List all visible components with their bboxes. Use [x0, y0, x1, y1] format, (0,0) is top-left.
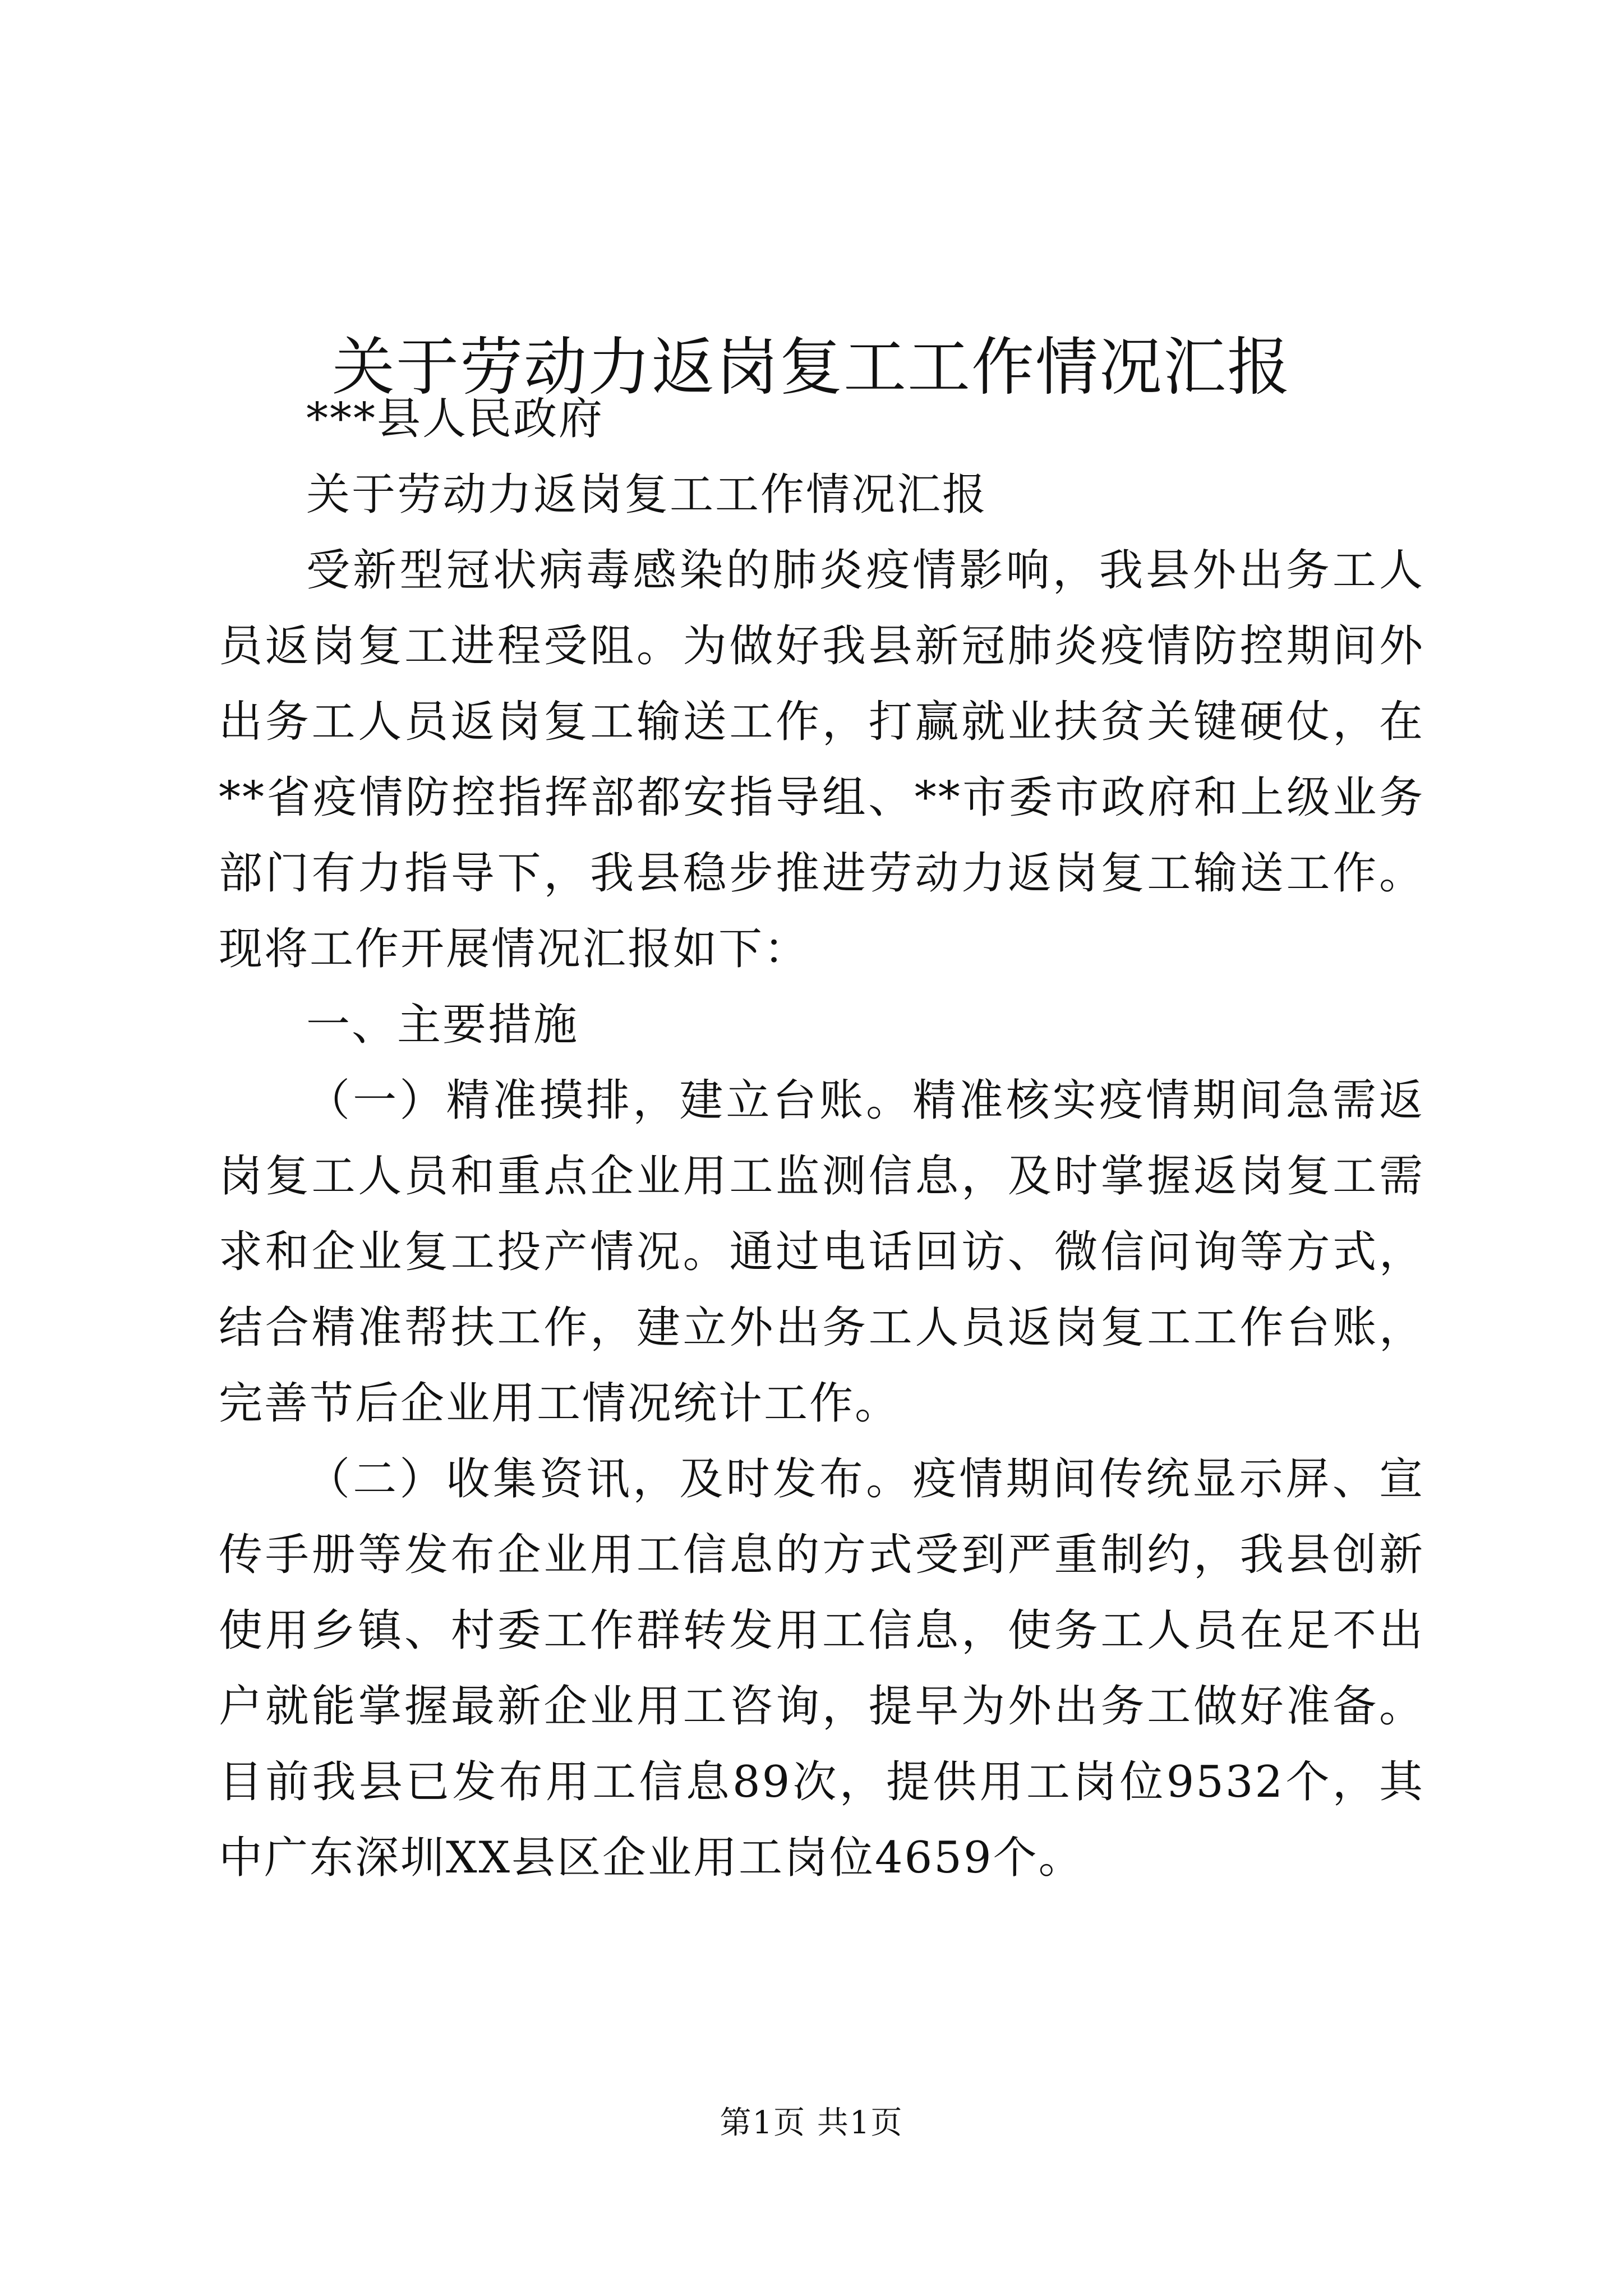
subtitle-line: 关于劳动力返岗复工工作情况汇报	[306, 470, 988, 520]
intro-paragraph: 受新型冠状病毒感染的肺炎疫情影响，我县外出务工人员返岗复工进程受阻。为做好我县新冠肺炎疫情防控期间外出务工人员返岗复工输送工作，打赢就业扶贫关键硬仗，在**省疫情防控指挥部都安指导组、**市委市政府和上级业务部门有力指导下，我县稳步推进劳动力返岗复工输送工作。现将工作开展情况汇报如下：	[219, 545, 1424, 974]
issuer-line: ***县人民政府	[306, 394, 605, 444]
measure-paragraph-2: （二）收集资讯，及时发布。疫情期间传统显示屏、宣传手册等发布企业用工信息的方式受到严重制约，我县创新使用乡镇、村委工作群转发用工信息，使务工人员在足不出户就能掌握最新企业用工咨询，提早为外出务工做好准备。目前我县已发布用工信息89次，提供用工岗位9532个，其中广东深圳XX县区企业用工岗位4659个。	[219, 1454, 1424, 1883]
section-heading: 一、主要措施	[306, 1000, 579, 1050]
document-body	[219, 381, 1424, 1896]
document-title: 关于劳动力返岗复工工作情况汇报	[332, 331, 1291, 404]
measure-paragraph-1: （一）精准摸排，建立台账。精准核实疫情期间急需返岗复工人员和重点企业用工监测信息，及时掌握返岗复工需求和企业复工投产情况。通过电话回访、微信问询等方式，结合精准帮扶工作，建立外出务工人员返岗复工工作台账，完善节后企业用工情况统计工作。	[219, 1075, 1424, 1429]
page-footer: 第1页 共1页	[720, 2105, 903, 2141]
